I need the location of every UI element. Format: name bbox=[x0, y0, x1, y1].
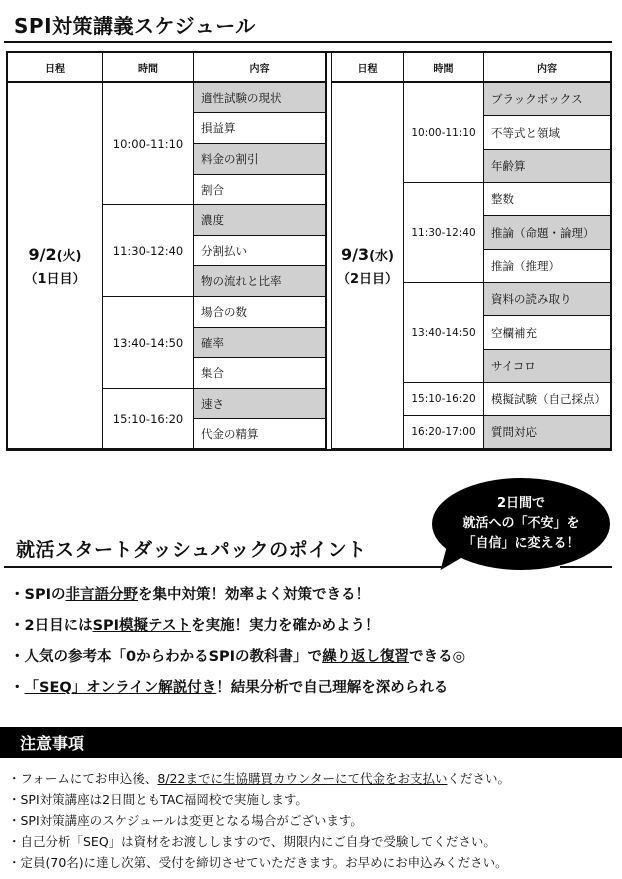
note-text: ・フォームにてお申込後、 bbox=[8, 770, 158, 786]
day2-topic: 推論（推理） bbox=[484, 250, 610, 283]
header-time: 時間 bbox=[103, 53, 194, 83]
day2-time-1: 10:00-11:10 bbox=[404, 83, 484, 183]
point-text: ・SPIの bbox=[10, 587, 66, 603]
point-emphasis: SPI模擬テスト bbox=[92, 618, 191, 634]
day2-date-main: 9/3 bbox=[341, 244, 370, 264]
day1-time-1: 10:00-11:10 bbox=[103, 83, 194, 205]
day1-date-dow: (火) bbox=[56, 248, 82, 264]
day2-topic: 空欄補充 bbox=[484, 316, 610, 350]
header-content-2: 内容 bbox=[484, 53, 610, 83]
day1-topic: 分割払い bbox=[194, 236, 326, 266]
day2-date-number: （2日目） bbox=[336, 271, 399, 287]
notes-list bbox=[8, 767, 618, 872]
point-text: を集中対策！効率よく対策できる！ bbox=[137, 587, 370, 603]
day1-time-2: 11:30-12:40 bbox=[103, 205, 194, 297]
point-text: ！結果分析で自己理解を深められる bbox=[216, 680, 449, 696]
points-list bbox=[10, 578, 612, 702]
header-content: 内容 bbox=[194, 53, 326, 83]
day1-topic: 場合の数 bbox=[194, 297, 326, 328]
point-text: ・ bbox=[10, 680, 25, 696]
bubble-line: 就活への「不安」を bbox=[462, 516, 580, 531]
bubble-line: 2日間で bbox=[496, 496, 546, 511]
day1-date bbox=[8, 83, 103, 449]
day2-topic: 整数 bbox=[484, 183, 610, 216]
day2-topic: 質問対応 bbox=[484, 416, 610, 449]
day1-topic: 物の流れと比率 bbox=[194, 266, 326, 297]
day1-topic: 適性試験の現状 bbox=[194, 83, 326, 113]
note-text: ください。 bbox=[447, 770, 510, 786]
title-underline bbox=[4, 41, 612, 43]
day2-time-4: 15:10-16:20 bbox=[404, 383, 484, 416]
point-item bbox=[10, 671, 612, 702]
header-date-2: 日程 bbox=[332, 53, 404, 83]
point-emphasis: 「SEQ」オンライン解説付き bbox=[24, 680, 217, 696]
points-title: 就活スタートダッシュパックのポイント bbox=[16, 539, 367, 561]
day1-topic: 割合 bbox=[194, 175, 326, 205]
day1-topic: 速さ bbox=[194, 389, 326, 419]
points-underline-right bbox=[560, 566, 612, 568]
day2-topic: 不等式と領域 bbox=[484, 116, 610, 150]
note-item: ・定員(70名)に達し次第、受付を締切させていただきます。お早めにお申込みください。 bbox=[8, 854, 508, 870]
point-text: を実施！実力を確かめよう！ bbox=[190, 618, 380, 634]
point-item bbox=[10, 609, 612, 640]
day1-date-main: 9/2 bbox=[28, 244, 57, 264]
day2-time-3: 13:40-14:50 bbox=[404, 283, 484, 383]
note-item: ・SPI対策講座のスケジュールは変更となる場合がございます。 bbox=[8, 812, 363, 828]
day1-topic: 集合 bbox=[194, 358, 326, 389]
point-item bbox=[10, 578, 612, 609]
point-emphasis: 繰り返し復習 bbox=[322, 649, 410, 665]
day2-topic: 推論（命題・論理） bbox=[484, 216, 610, 250]
point-item bbox=[10, 640, 612, 671]
point-text: ・2日目には bbox=[10, 618, 93, 634]
schedule-table bbox=[6, 51, 612, 451]
day1-date-number: （1日目） bbox=[24, 271, 86, 287]
point-text: できる◎ bbox=[409, 649, 466, 665]
schedule-title: SPI対策講義スケジュール bbox=[14, 14, 256, 38]
day1-topic: 確率 bbox=[194, 328, 326, 358]
day1-topic: 代金の精算 bbox=[194, 419, 326, 449]
day2-topic: 資料の読み取り bbox=[484, 283, 610, 316]
note-item bbox=[8, 767, 618, 788]
bubble-line: 「自信」に変える！ bbox=[462, 536, 580, 551]
point-emphasis: 非言語分野 bbox=[65, 587, 138, 603]
day1-topic: 濃度 bbox=[194, 205, 326, 236]
day1-topic: 損益算 bbox=[194, 113, 326, 144]
day2-topic: サイコロ bbox=[484, 350, 610, 383]
day1-time-4: 15:10-16:20 bbox=[103, 389, 194, 449]
note-emphasis: 8/22までに生協購買カウンターにて代金をお支払い bbox=[157, 770, 448, 786]
day2-topic: 模擬試験（自己採点） bbox=[484, 383, 610, 416]
day2-time-2: 11:30-12:40 bbox=[404, 183, 484, 283]
day2-date-dow: (水) bbox=[369, 248, 394, 264]
day2-time-5: 16:20-17:00 bbox=[404, 416, 484, 449]
points-underline bbox=[4, 566, 444, 568]
speech-bubble bbox=[432, 478, 610, 570]
day1-time-3: 13:40-14:50 bbox=[103, 297, 194, 389]
day1-topic: 料金の割引 bbox=[194, 144, 326, 175]
day2-topic: 年齢算 bbox=[484, 150, 610, 183]
note-item: ・SPI対策講座は2日間ともTAC福岡校で実施します。 bbox=[8, 791, 308, 807]
day2-date bbox=[332, 83, 404, 449]
point-text: ・人気の参考本「0からわかるSPIの教科書」で bbox=[10, 649, 323, 665]
header-time-2: 時間 bbox=[404, 53, 484, 83]
notice-heading: 注意事項 bbox=[0, 727, 622, 758]
header-date: 日程 bbox=[8, 53, 103, 83]
note-item: ・自己分析「SEQ」は資材をお渡ししますので、期限内にご自身で受験してください。 bbox=[8, 833, 496, 849]
day2-topic: ブラックボックス bbox=[484, 83, 610, 116]
